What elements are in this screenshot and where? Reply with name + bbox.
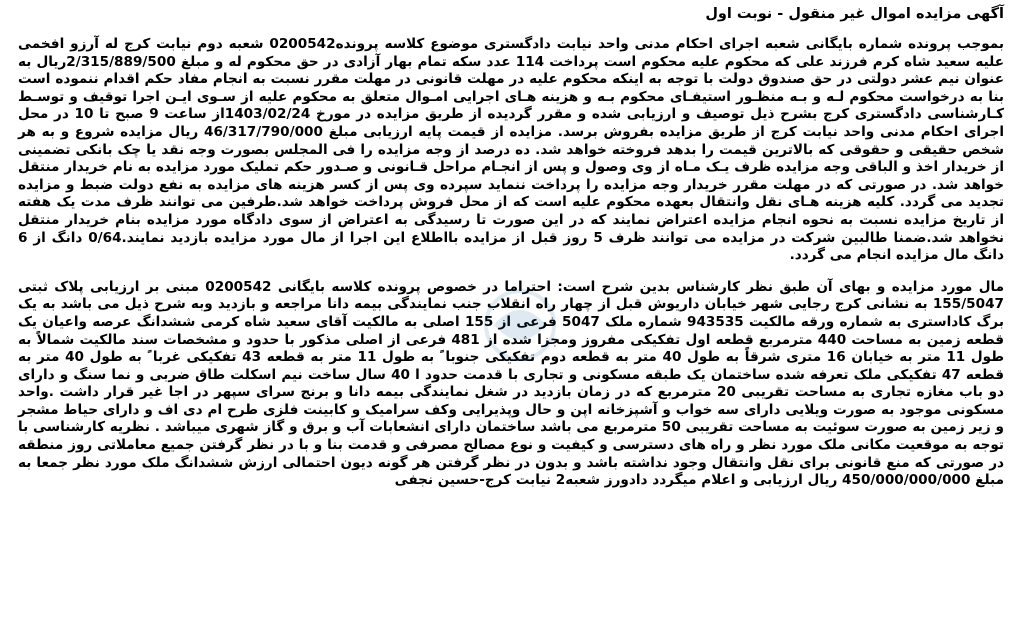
notice-title: آگهی مزایده اموال غیر منقول - نوبت اول (705, 6, 1004, 22)
notice-paragraph-property-description: مال مورد مزایده و بهای آن طبق نظر کارشناس بدین شرح است: احتراما در خصوص پرونده کلاسه بایگانی 0200542 مبنی بر ارزیابی پلاک ثبتی 155/5047 به نشانی کرج رجایی شهر خیابان داریوش قبل از چهار راه انقلاب جنب نمایندگی بیمه دانا مراجعه و بازدید وبه شرح ذیل می باشد به یک برگ کاداستری به شماره ورقه مالکیت 943535 شماره ملک 5047 فرعی از 155 اصلی به مالکیت آقای سعید شاه کرمی ششدانگ عرصه واعیان یک قطعه زمین به مساحت 440 مترمربع قطعه اول تفکیکی مفروز ومجزا شده از 481 فرعی از اصلی مذکور با حدود و مشخصات سند مالکیت شمالاً به طول 11 متر به خیابان 16 متری شرقاً به طول 40 متر به قطعه دوم تفکیکی جنوبا ً به طول 11 متر به قطعه 43 تفکیکی غربا ً به طول 40 متر به قطعه 47 تفکیکی ملک تعرفه شده ساختمان یک طبقه مسکونی و تجاری با قدمت حدود ا 40 سال ساخت نیم اسکلت طاق ضربی و نما سنگ و دارای دو باب مغازه تجاری به مساحت تقریبی 20 مترمربع که در زمان بازدید در شغل نمایندگی بیمه دانا و برنج سرای سپهر در اجا غیر قرار داشت .واحد مسکونی موجود به صورت ویلایی دارای سه خواب و آشپزخانه اپن و حال وپذیرایی وکف سرامیک و کابینت فلزی طرح ام دی اف و دارای حیاط مشجر و زیر زمین به صورت سوئیت به مساحت تقریبی 50 مترمربع می باشد ساختمان دارای انشعابات آب و برق و گاز شهری میباشد . نظریه کارشناسی با توجه به موقعیت مکانی ملک مورد نظر و راه های دسترسی و کیفیت و نوع مصالح مصرفی و قدمت بنا و با در نظر گرفتن جمیع معاملاتی روز منطقه در صورتی که منع قانونی برای نقل وانتقال وجود نداشته باشد و بدون در نظر گرفتن هر گونه دیون احتمالی ارزش ششدانگ ملک مورد نظر جمعا به مبلغ 450/000/000/000 ریال ارزیابی و اعلام میگردد دادورز شعبه2 نیابت کرج-حسین نجفی (18, 278, 1005, 489)
notice-paragraph-auction-terms: بموجب پرونده شماره بایگانی شعبه اجرای احکام مدنی واحد نیابت دادگستری موضوع کلاسه پرونده0200542 شعبه دوم نیابت کرج له آرزو افخمی علیه سعید شاه کرم فرزند علی که محکوم علیه محکوم است پرداخت 114 عدد سکه تمام بهار آزادی در حق محکوم له و مبلغ 2/315/889/500ریال به عنوان نیم عشر دولتی در حق صندوق دولت با توجه به اینکه محکوم علیه در مهلت قانونی در مهلت مقرر نسبت به انجام مفاد حکم اقدام ننموده است بنا به درخواست محکوم لـه و بـه منظـور استیفـای محکوم بـه و هزینه هـای اجرایی امـوال متعلق به محکوم علیه از سـوی ایـن اجرا توقیف و توسـط کـارشناسی دادگستری کرج بشرح ذیل توصیف و ارزیابی شده و مقرر گردیده از طریق مزایده در مورخ 1403/02/24از ساعت 9 صبح تا 10 در محل اجرای احکام مدنی واحد نیابت کرج از طریق مزایده بفروش برسد. مزایده از قیمت پایه ارزیابی مبلغ 46/317/790/000 ریال مزایده شروع و به هر شخص حقیقی و حقوقی که بالاترین قیمت را بدهد فروخته خواهد شد. ده درصد از وجه مزایده را فی المجلس بصورت وجه نقد یا چک بانکی تضمینی از خریدار اخذ و الباقی وجه مزایده ظرف یـک مـاه از وی وصول و پس از انجـام مراحل قـانونی و صـدور حکم تملیک مورد مزایده به نام خریدار منتقل خواهد شد. در صورتی که در مهلت مقرر خریدار وجه مزایده را پرداخت ننماید سپرده وی پس از کسر هزینه های مزایده به نفع دولت ضبط و مزایده تجدید می گردد. کلیه هزینه هـای نقل وانتقال بعهده محکوم علیه است که از محل فروش پرداخت خواهد شد.طرفین می توانند ظرف مدت یک هفته از تاریخ مزایده نسبت به نحوه انجام مزایده اعتراض نمایند که در این صورت تا رسیدگی به اعتراض از سوی دادگاه مورد مزایده بنام خریدار منتقل نخواهد شد.ضمنا طالبین شرکت در مزایده می توانند ظرف 5 روز قبل از مزایده بااطلاع این اجرا از مال مورد مزایده بازدید نمایند.0/64 دانگ از 6 دانگ مال مزایده انجام می گردد. (18, 36, 1004, 264)
